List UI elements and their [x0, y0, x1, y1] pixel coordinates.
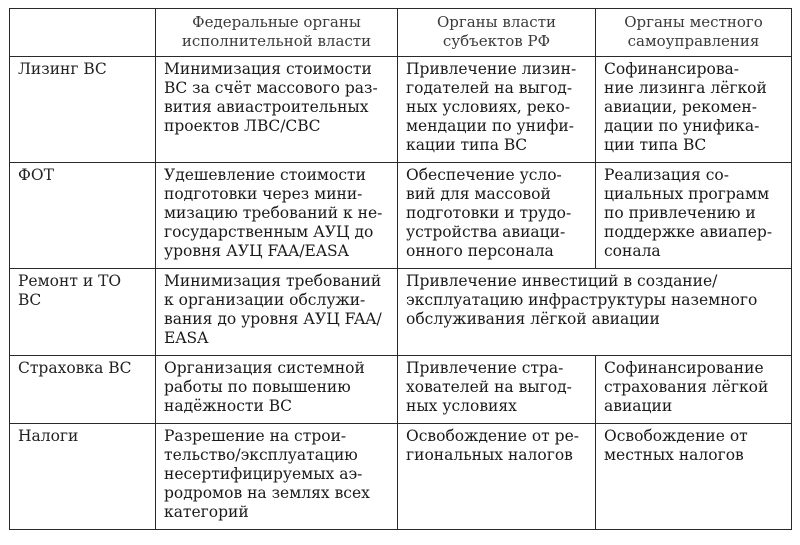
header-local: Органы местного самоуправления: [596, 9, 792, 57]
cell-federal: Удешевление стоимости подготовки через мини- мизацию требований к не- государственным АУЦ до уровня АУЦ FAA/EASA: [156, 163, 398, 269]
row-label-taxes: Налоги: [10, 424, 156, 530]
cell-local: Софинансирование страхования лёгкой авиации: [596, 356, 792, 424]
row-label-insurance: Страховка ВС: [10, 356, 156, 424]
cell-local: Софинансирова- ние лизинга лёгкой авиации, рекомен- дации по унифика- ции типа ВС: [596, 57, 792, 163]
row-label-leasing: Лизинг ВС: [10, 57, 156, 163]
table-row: [10, 57, 792, 163]
cell-regional: Привлечение лизин- годателей на выгод- ных условиях, реко- мендации по унифи- кации типа ВС: [398, 57, 596, 163]
cell-regional: Обеспечение усло- вий для массовой подготовки и трудо- устройства авиаци- онного персонала: [398, 163, 596, 269]
cell-federal: Минимизация стоимости ВС за счёт массового раз- вития авиастроительных проектов ЛВС/СВС: [156, 57, 398, 163]
cell-regional: Освобождение от ре- гиональных налогов: [398, 424, 596, 530]
header-federal: Федеральные органы исполнительной власти: [156, 9, 398, 57]
table-row: [10, 163, 792, 269]
cell-local: Освобождение от местных налогов: [596, 424, 792, 530]
cell-local: Реализация со- циальных программ по привлечению и поддержке авиапер- сонала: [596, 163, 792, 269]
header-regional: Органы власти субъектов РФ: [398, 9, 596, 57]
cell-regional: Привлечение стра- хователей на выгод- ных условиях: [398, 356, 596, 424]
authority-responsibility-table: [9, 8, 792, 530]
row-label-fot: ФОТ: [10, 163, 156, 269]
table-row: [10, 356, 792, 424]
header-empty-cell: [10, 9, 156, 57]
table-row: [10, 424, 792, 530]
cell-federal: Организация системной работы по повышению надёжности ВС: [156, 356, 398, 424]
cell-regional-local-merged: Привлечение инвестиций в создание/ эксплуатацию инфраструктуры наземного обслуживания лёгкой авиации: [398, 269, 792, 356]
row-label-repair: Ремонт и ТО ВС: [10, 269, 156, 356]
table-row: [10, 269, 792, 356]
cell-federal: Минимизация требований к организации обслужи- вания до уровня АУЦ FAA/ EASA: [156, 269, 398, 356]
cell-federal: Разрешение на строи- тельство/эксплуатацию несертифицируемых аэ- родромов на землях всех категорий: [156, 424, 398, 530]
table-header-row: [10, 9, 792, 57]
